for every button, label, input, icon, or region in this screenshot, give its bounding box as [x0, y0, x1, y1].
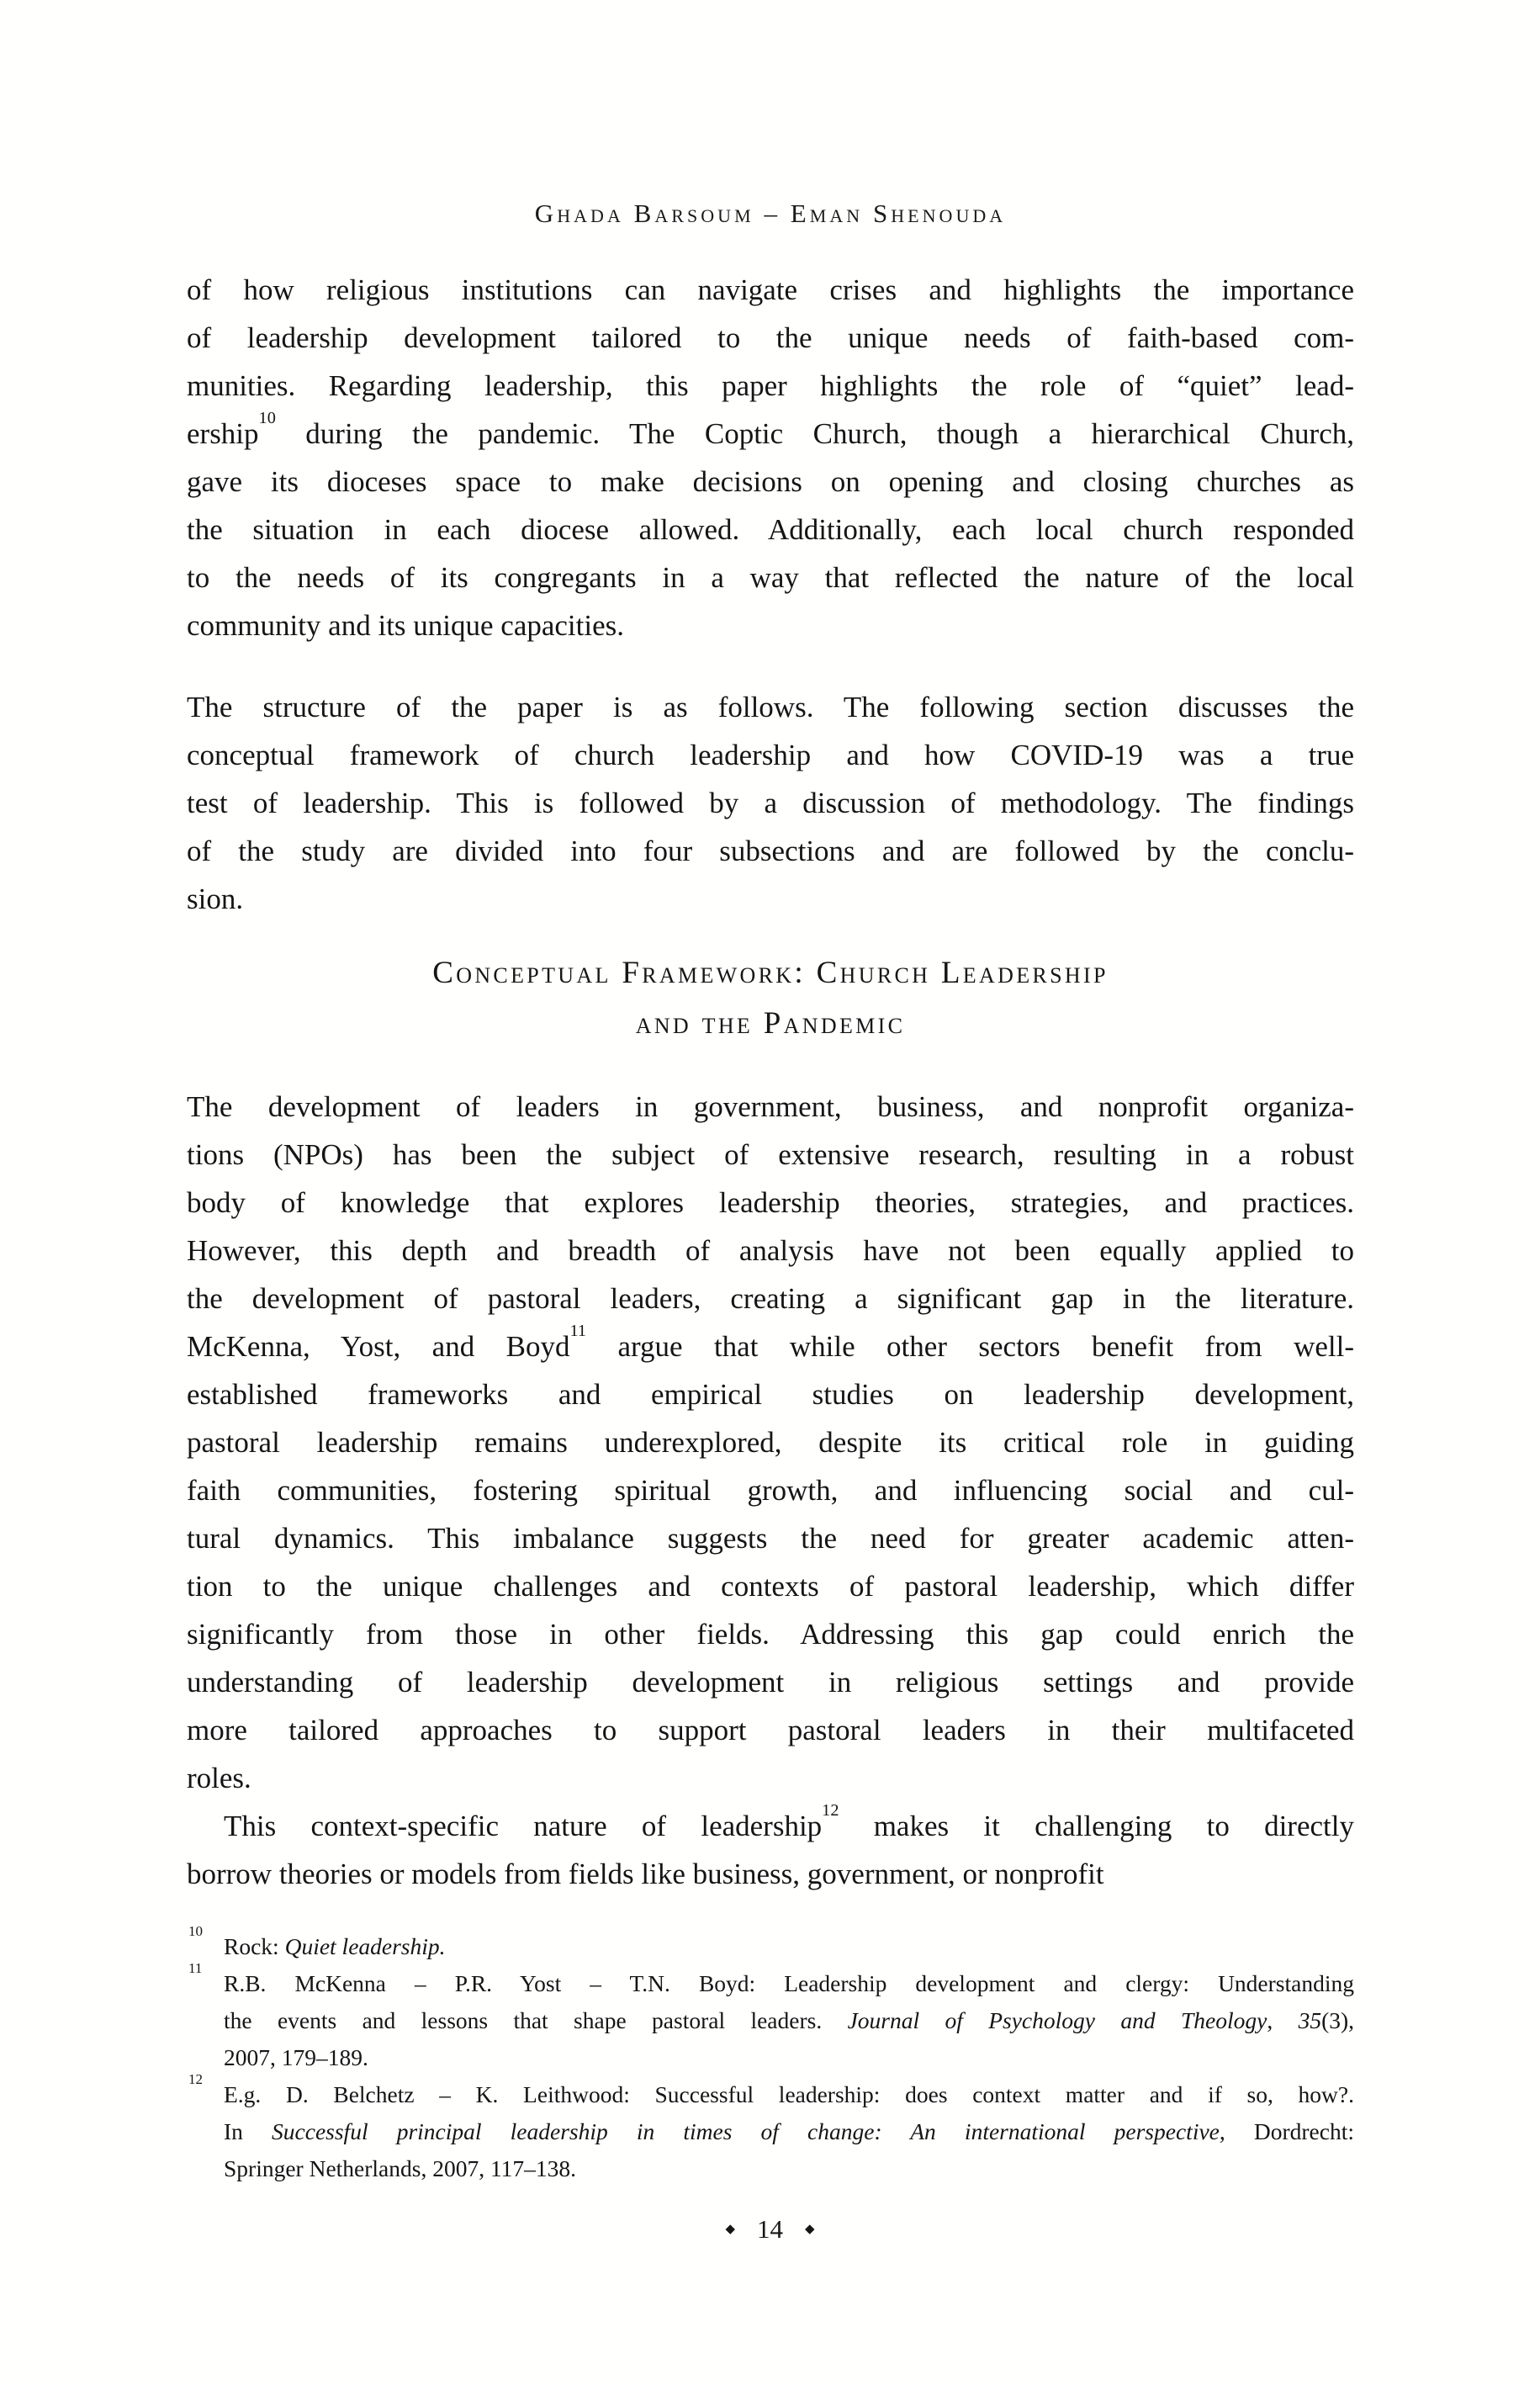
text-segment: 2007, 179–189. — [224, 2044, 368, 2070]
text-segment: R.B. McKenna – P.R. Yost – T.N. Boyd: Leadership development and clergy: Understanding — [224, 1970, 1354, 1996]
footnote-line — [224, 2076, 1354, 2113]
body-text — [187, 266, 1354, 1898]
text-line — [187, 1562, 1354, 1610]
page-footer — [0, 2214, 1540, 2245]
text-line — [187, 506, 1354, 554]
text-line — [187, 683, 1354, 731]
italic-text-segment: 35 — [1298, 2007, 1322, 2033]
text-line — [187, 779, 1354, 827]
text-line — [187, 410, 1354, 458]
text-line — [187, 1227, 1354, 1275]
text-line — [187, 1322, 1354, 1370]
footnote-ref: 10 — [258, 409, 276, 428]
text-segment: the development of pastoral leaders, creating a significant gap in the literature. — [187, 1282, 1354, 1315]
text-segment: munities. Regarding leadership, this paper highlights the role of “quiet” lead- — [187, 369, 1354, 402]
text-line — [187, 314, 1354, 362]
text-segment: of leadership development tailored to the unique needs of faith-based com- — [187, 321, 1354, 354]
section-heading-line: and the Pandemic — [635, 1006, 906, 1041]
text-segment: The structure of the paper is as follows. The following section discusses the — [187, 691, 1354, 723]
text-line — [187, 1610, 1354, 1658]
text-segment: E.g. D. Belchetz – K. Leithwood: Successful leadership: does context matter and if so, how?. — [224, 2081, 1354, 2107]
section-heading-conceptual-framework — [187, 948, 1354, 1049]
italic-text-segment: Successful principal leadership in times of change: An international perspective — [272, 2118, 1220, 2144]
text-segment: ership — [187, 417, 259, 450]
text-line — [187, 1466, 1354, 1514]
text-segment: roles. — [187, 1762, 251, 1794]
text-segment: faith communities, fostering spiritual growth, and influencing social and cul- — [187, 1474, 1354, 1507]
diamond-ornament-left: ◆ — [725, 2222, 735, 2236]
footnote-marker: 12 — [188, 2071, 203, 2087]
footnote-ref: 11 — [569, 1322, 587, 1341]
section-heading-line: Conceptual Framework: Church Leadership — [432, 956, 1109, 990]
footnote — [187, 1960, 1355, 2076]
text-segment: makes it challenging to directly — [839, 1810, 1354, 1842]
text-line — [187, 362, 1354, 410]
text-segment: gave its dioceses space to make decisions on opening and closing churches as — [187, 465, 1354, 498]
text-segment: of the study are divided into four subsections and are followed by the conclu- — [187, 835, 1354, 867]
footnote-ref: 12 — [822, 1801, 839, 1821]
footnote-marker: 10 — [188, 1923, 203, 1939]
intro-paragraph-2 — [187, 683, 1354, 923]
text-line — [187, 1275, 1354, 1322]
text-segment: , Dordrecht: — [1219, 2118, 1354, 2144]
text-segment: during the pandemic. The Coptic Church, though a hierarchical Church, — [275, 417, 1354, 450]
running-header-authors: Ghada Barsoum – Eman Shenouda — [534, 199, 1007, 228]
footnote-line — [224, 1928, 1354, 1965]
page-number: 14 — [757, 2214, 783, 2244]
footnote-marker: 11 — [188, 1960, 203, 1976]
text-line — [187, 1370, 1354, 1418]
text-line — [187, 1706, 1354, 1754]
text-segment: community and its unique capacities. — [187, 609, 625, 642]
text-line — [187, 602, 1354, 649]
text-segment: , — [1267, 2007, 1299, 2033]
text-segment: pastoral leadership remains underexplored, despite its critical role in guiding — [187, 1426, 1354, 1459]
text-line — [187, 458, 1354, 506]
footnote-line — [224, 2113, 1354, 2150]
text-segment: understanding of leadership development in religious settings and provide — [187, 1666, 1354, 1699]
section-paragraph-1 — [187, 1083, 1354, 1802]
footnotes-section — [187, 1923, 1355, 2187]
text-line — [187, 1802, 1354, 1850]
text-segment: (3), — [1321, 2007, 1355, 2033]
text-segment: Rock: — [224, 1933, 285, 1959]
text-line — [187, 1131, 1354, 1179]
text-segment: sion. — [187, 882, 244, 915]
text-line — [187, 266, 1354, 314]
text-line — [187, 1658, 1354, 1706]
text-segment: borrow theories or models from fields like business, government, or nonprofit — [187, 1858, 1104, 1890]
text-line — [187, 1179, 1354, 1227]
diamond-ornament-right: ◆ — [805, 2222, 815, 2236]
section-paragraph-2 — [187, 1802, 1354, 1898]
text-segment: to the needs of its congregants in a way that reflected the nature of the local — [187, 561, 1354, 594]
text-segment: conceptual framework of church leadership and how COVID-19 was a true — [187, 739, 1354, 771]
text-segment: of how religious institutions can navigate crises and highlights the importance — [187, 273, 1354, 306]
text-segment: body of knowledge that explores leadership theories, strategies, and practices. — [187, 1186, 1354, 1219]
text-line — [187, 554, 1354, 602]
footnote-line — [224, 2002, 1354, 2039]
footnote-line — [224, 2150, 1354, 2187]
footnote-line — [224, 1965, 1354, 2002]
italic-text-segment: Quiet leadership. — [284, 1933, 446, 1959]
text-segment: Springer Netherlands, 2007, 117–138. — [224, 2155, 577, 2181]
text-line — [187, 827, 1354, 875]
text-line — [187, 1418, 1354, 1466]
text-segment: the events and lessons that shape pastoral leaders. — [224, 2007, 848, 2033]
text-line — [187, 1754, 1354, 1802]
text-line — [187, 1850, 1354, 1898]
text-segment: the situation in each diocese allowed. Additionally, each local church responded — [187, 513, 1354, 546]
italic-text-segment: Journal of Psychology and Theology — [847, 2007, 1267, 2033]
text-line — [187, 875, 1354, 923]
text-segment: McKenna, Yost, and Boyd — [187, 1330, 570, 1363]
text-segment: However, this depth and breadth of analysis have not been equally applied to — [187, 1234, 1354, 1267]
text-segment: tions (NPOs) has been the subject of extensive research, resulting in a robust — [187, 1138, 1354, 1171]
text-line — [187, 731, 1354, 779]
text-line — [187, 1514, 1354, 1562]
text-segment: more tailored approaches to support pastoral leaders in their multifaceted — [187, 1714, 1354, 1746]
text-line — [187, 1083, 1354, 1131]
intro-paragraph-1 — [187, 266, 1354, 649]
footnote-line — [224, 2039, 1354, 2076]
text-segment: tion to the unique challenges and contexts of pastoral leadership, which differ — [187, 1570, 1354, 1603]
text-segment: This context-specific nature of leadership — [224, 1810, 823, 1842]
text-segment: test of leadership. This is followed by a discussion of methodology. The findings — [187, 787, 1354, 819]
footnote — [187, 2071, 1354, 2187]
text-segment: significantly from those in other fields. Addressing this gap could enrich the — [187, 1618, 1354, 1651]
text-segment: tural dynamics. This imbalance suggests the need for greater academic atten- — [187, 1522, 1354, 1555]
footnote — [187, 1923, 1354, 1965]
text-segment: In — [224, 2118, 273, 2144]
text-segment: The development of leaders in government, business, and nonprofit organiza- — [187, 1090, 1354, 1123]
text-segment: established frameworks and empirical studies on leadership development, — [187, 1378, 1354, 1411]
text-segment: argue that while other sectors benefit from well- — [586, 1330, 1354, 1363]
